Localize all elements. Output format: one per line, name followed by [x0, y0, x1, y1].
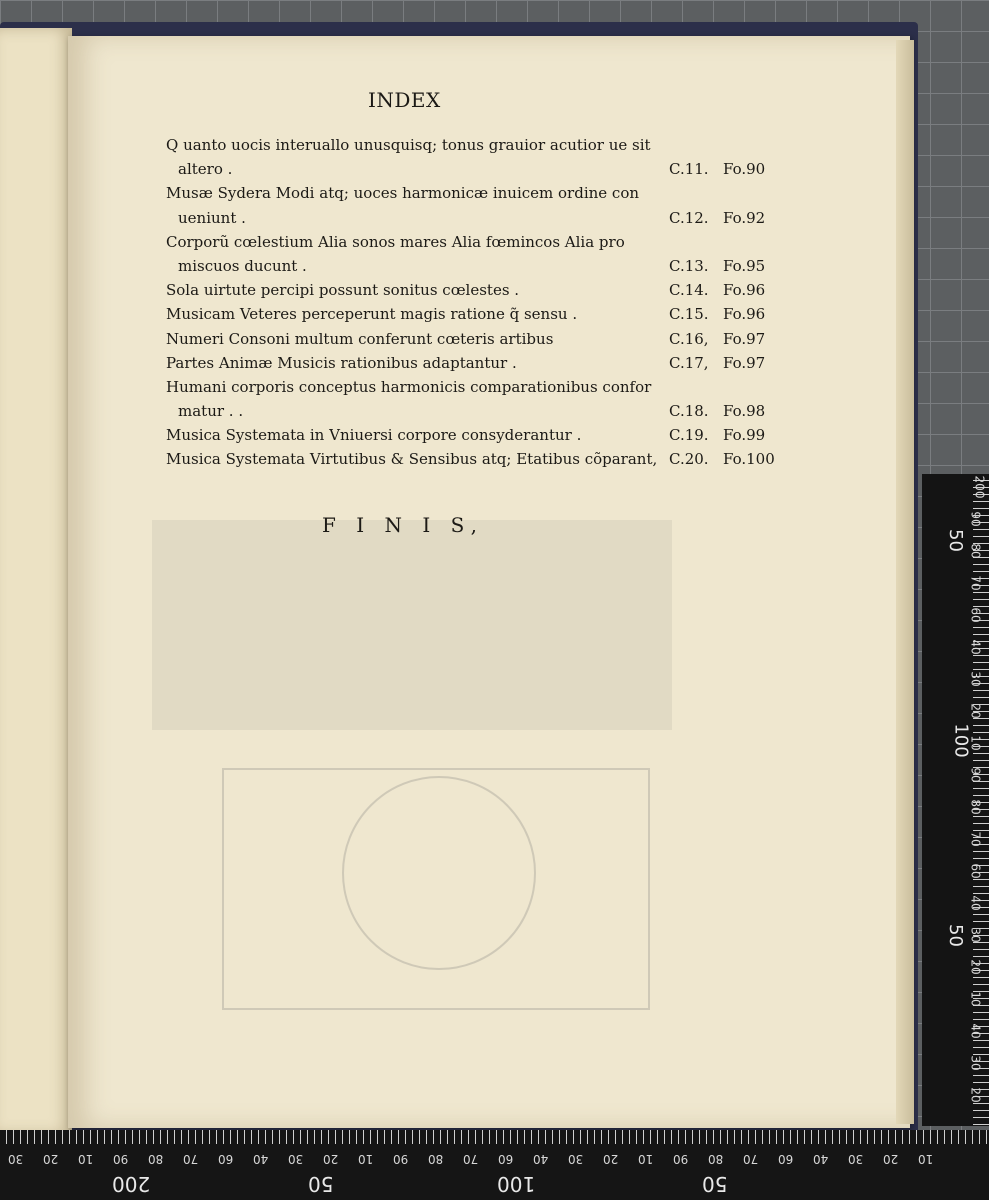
entry-folio: Fo.92: [723, 208, 766, 227]
index-entries: [166, 133, 776, 472]
ruler-bottom-small-label: 20: [43, 1152, 59, 1166]
ruler-bottom-small-label: 90: [113, 1152, 129, 1166]
entry-text: Numeri Consoni multum conferunt cœteris artibus: [166, 329, 554, 348]
index-entry-line: [166, 230, 776, 254]
ruler-right-small-label: 30: [968, 1055, 983, 1071]
ruler-bottom-small-label: 10: [918, 1152, 934, 1166]
ruler-bottom-small-label: 20: [603, 1152, 619, 1166]
entry-chapter: C.14.: [669, 281, 709, 300]
ruler-right-small-label: 90: [968, 511, 983, 527]
ruler-right-small-label: 60: [968, 863, 983, 879]
index-entry-line: [166, 399, 776, 423]
ruler-right-small-label: 40: [968, 895, 983, 911]
ruler-bottom-small-label: 80: [148, 1152, 164, 1166]
entry-folio: Fo.97: [723, 353, 766, 372]
ruler-bottom-small-label: 60: [218, 1152, 234, 1166]
entry-chapter: C.17,: [669, 353, 709, 372]
ruler-bottom-small-label: 10: [78, 1152, 94, 1166]
ruler-bottom-small-label: 30: [568, 1152, 584, 1166]
page-fore-edge: [896, 40, 914, 1124]
ruler-right-label: 50: [944, 529, 966, 552]
entry-chapter: C.18.: [669, 402, 709, 421]
printer-device-circle: [342, 776, 536, 970]
entry-chapter: C.11.: [669, 160, 709, 179]
ruler-bottom-small-label: 90: [673, 1152, 689, 1166]
entry-text: Humani corporis conceptus harmonicis comparationibus confor: [166, 377, 652, 396]
index-entry-line: [166, 254, 776, 278]
entry-text: Corporũ cœlestium Alia sonos mares Alia fœmincos Alia pro: [166, 232, 625, 251]
entry-chapter: C.20.: [669, 450, 709, 469]
ruler-bottom-small-label: 10: [638, 1152, 654, 1166]
entry-chapter: C.16,: [669, 329, 709, 348]
ruler-bottom-small-label: 60: [498, 1152, 514, 1166]
entry-chapter: C.13.: [669, 256, 709, 275]
ruler-right-label: 50: [944, 924, 966, 947]
index-entry-line: [166, 423, 776, 447]
ruler-bottom-small-label: 40: [253, 1152, 269, 1166]
index-entry-line: [166, 302, 776, 326]
entry-text: matur . .: [178, 402, 244, 421]
ruler-bottom-small-label: 20: [883, 1152, 899, 1166]
entry-folio: Fo.98: [723, 402, 766, 421]
entry-text: Musicam Veteres perceperunt magis ratione q̃ sensu .: [166, 305, 578, 324]
index-entry-line: [166, 447, 776, 471]
entry-chapter: C.19.: [669, 426, 709, 445]
entry-text: Sola uirtute percipi possunt sonitus cœlestes .: [166, 281, 520, 300]
entry-folio: Fo.100: [723, 450, 775, 469]
ruler-right-small-label: 90: [968, 767, 983, 783]
ruler-bottom-small-label: 70: [463, 1152, 479, 1166]
ruler-right-small-label: 40: [968, 639, 983, 655]
ruler-bottom-small-label: 30: [288, 1152, 304, 1166]
index-entry-line: [166, 278, 776, 302]
entry-folio: Fo.96: [723, 281, 766, 300]
entry-text: Q uanto uocis interuallo unusquisq; tonus grauior acutior ue sit: [166, 136, 651, 154]
ruler-bottom-small-label: 70: [743, 1152, 759, 1166]
ruler-right-label: 100: [950, 723, 972, 758]
index-heading: INDEX: [368, 88, 441, 112]
index-entry-line: [166, 375, 776, 399]
ruler-right-small-label: 80: [968, 799, 983, 815]
ruler-bottom-small-label: 30: [848, 1152, 864, 1166]
entry-chapter: C.12.: [669, 208, 709, 227]
ruler-right-small-label: 70: [968, 831, 983, 847]
index-entry-line: [166, 327, 776, 351]
ruler-bottom-small-label: 40: [533, 1152, 549, 1166]
left-page-edge: [0, 28, 72, 1134]
ruler-right-small-label: 70: [968, 575, 983, 591]
entry-folio: Fo.90: [723, 160, 766, 179]
ruler-bottom-label: 100: [497, 1172, 536, 1196]
finis-text: F I N I S,: [322, 513, 484, 537]
ruler-right-small-label: 30: [968, 927, 983, 943]
entry-folio: Fo.97: [723, 329, 766, 348]
ruler-right-small-label: 20: [968, 1087, 983, 1103]
ruler-bottom-label: 200: [112, 1172, 151, 1196]
index-entry-line: [166, 206, 776, 230]
entry-folio: Fo.95: [723, 256, 766, 275]
entry-text: miscuos ducunt .: [178, 256, 307, 275]
index-entry-line: [166, 133, 776, 157]
ruler-bottom-small-label: 30: [8, 1152, 24, 1166]
ruler-right-small-label: 60: [968, 607, 983, 623]
index-entry-line: [166, 157, 776, 181]
entry-text: ueniunt .: [178, 208, 246, 227]
ruler-right-small-label: 10: [968, 991, 983, 1007]
entry-text: Partes Animæ Musicis rationibus adaptantur .: [166, 353, 517, 372]
ruler-right-small-label: 80: [968, 543, 983, 559]
index-entry-line: [166, 351, 776, 375]
entry-chapter: C.15.: [669, 305, 709, 324]
show-through-printer-device: [222, 768, 650, 1010]
ruler-right-small-label: 10: [968, 735, 983, 751]
ruler-right-small-label: 20: [968, 959, 983, 975]
ruler-bottom-small-label: 10: [358, 1152, 374, 1166]
ruler-bottom-label: 50: [308, 1172, 334, 1196]
entry-folio: Fo.99: [723, 426, 766, 445]
show-through-text-block: [152, 520, 672, 730]
ruler-bottom-small-label: 40: [813, 1152, 829, 1166]
entry-text: Musica Systemata Virtutibus & Sensibus atq; Etatibus cõparant,: [166, 450, 658, 469]
index-entry-line: [166, 181, 776, 205]
entry-text: altero .: [178, 160, 233, 179]
ruler-bottom-small-label: 80: [428, 1152, 444, 1166]
ruler-bottom-small-label: 90: [393, 1152, 409, 1166]
ruler-right-small-label: 30: [968, 671, 983, 687]
ruler-bottom-small-label: 60: [778, 1152, 794, 1166]
ruler-right-small-label: 20: [968, 703, 983, 719]
ruler-bottom-label: 50: [702, 1172, 728, 1196]
ruler-bottom-small-label: 80: [708, 1152, 724, 1166]
ruler-right-small-label: 40: [968, 1023, 983, 1039]
entry-folio: Fo.96: [723, 305, 766, 324]
ruler-bottom-small-label: 70: [183, 1152, 199, 1166]
ruler-right-small-label: 200: [972, 475, 987, 499]
ruler-bottom-small-label: 20: [323, 1152, 339, 1166]
entry-text: Musæ Sydera Modi atq; uoces harmonicæ inuicem ordine con: [166, 184, 640, 203]
entry-text: Musica Systemata in Vniuersi corpore consyderantur .: [166, 426, 582, 445]
